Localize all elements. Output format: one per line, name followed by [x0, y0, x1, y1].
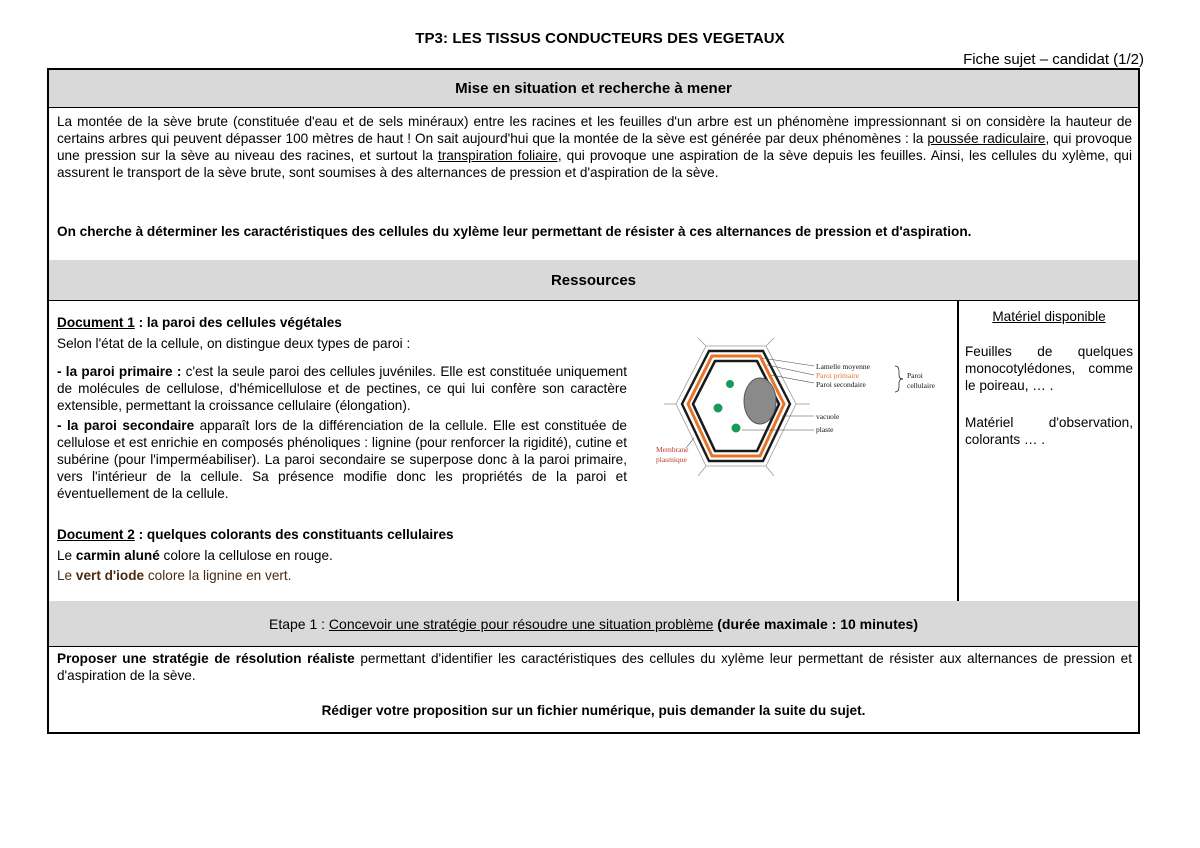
doc1-title: : la paroi des cellules végétales [134, 315, 342, 330]
doc2-line2-text: colore la lignine en vert. [144, 568, 292, 583]
doc2-heading [57, 526, 757, 543]
label-paroi: Paroi [907, 371, 923, 380]
materiel-heading [963, 308, 1135, 325]
doc2-line1-prefix: Le [57, 548, 76, 563]
plaste [726, 380, 734, 388]
doc2-line-carmin [57, 547, 757, 564]
plaste [714, 404, 723, 413]
resources-heading-text: Ressources [550, 272, 637, 289]
etape-instruction: Rédiger votre proposition sur un fichier numérique, puis demander la suite du sujet. [321, 703, 866, 718]
plaste [732, 424, 741, 433]
secondary-wall-term: - la paroi secondaire [57, 418, 195, 433]
situation-text-1: La montée de la sève brute (constituée d'eau et de sels minéraux) entre les racines et les feuilles d'un arbre est un phénomène impressionnant si on considère la hauteur de certains arbres qui peuvent dépasser 100 mètres de haut ! On sait aujourd'hui que la montée de la sève est générée par deux phénomènes : la [57, 114, 1132, 146]
etape-heading [49, 601, 1138, 647]
etape-prefix: Etape 1 : [268, 616, 329, 632]
etape-title: Concevoir une stratégie pour résoudre une situation problème [328, 616, 714, 632]
doc2-label: Document 2 [57, 527, 135, 542]
resources-heading [49, 260, 1138, 301]
secondary-wall-text: apparaît lors de la différenciation de la cellule. Elle est constituée de cellulose et est enrichie en composés phénoliques : lignine (pour renforcer la rigidité), cutine et subérine (pour l'imperméabiliser). La paroi secondaire se superpose donc à la paroi primaire, vers l'intérieur de la cellule. Sa présence modifie donc les propriétés de la paroi et éventuellement de la cellule. [57, 418, 627, 501]
cell-wall-diagram [654, 338, 954, 478]
materiel-item-observation: Matériel d'observation, colorants … . [965, 415, 1133, 447]
label-paroi-secondaire: Paroi secondaire [816, 380, 866, 389]
materiel-heading-text: Matériel disponible [992, 309, 1106, 324]
label-lamelle: Lamelle moyenne [816, 362, 870, 371]
materiel-item-leaves: Feuilles de quelques monocotylédones, comme le poireau, … . [965, 344, 1133, 393]
materiel-column-divider [957, 301, 959, 601]
doc1-primary-wall [57, 363, 627, 414]
situation-paragraph [57, 113, 1132, 181]
research-question: On cherche à déterminer les caractéristiques des cellules du xylème leur permettant de résister à ces alternances de pression et d'aspiration. [57, 224, 972, 239]
doc2-title: : quelques colorants des constituants cellulaires [134, 527, 454, 542]
proposal-text: permettant d'identifier les caractéristiques des cellules du xylème leur permettant de résister aux alternances de pression et d'aspiration de la sève. [57, 651, 1132, 683]
poussee-radiculaire-term: poussée radiculaire [927, 131, 1046, 146]
doc1-intro: Selon l'état de la cellule, on distingue deux types de paroi : [57, 336, 411, 351]
etape-proposal [57, 650, 1132, 684]
situation-heading [49, 70, 1138, 108]
label-plaste: plaste [816, 425, 834, 434]
vert-iode-term: vert d'iode [75, 568, 145, 583]
vacuole [744, 378, 776, 424]
worksheet-table [47, 68, 1140, 734]
label-membrane: Membrane [656, 445, 689, 454]
situation-text-3: qui provoque une aspiration de la sève depuis les feuilles. Ainsi, les cellules du xylème, qui assurent le transport de la sève brute, sont soumises à des alternances de pression et d'aspiration de la sève. [57, 148, 1132, 180]
label-cellulaire: cellulaire [907, 381, 935, 390]
label-plasmique: plasmique [656, 455, 687, 464]
proposal-bold: Proposer une stratégie de résolution réaliste [57, 651, 355, 666]
primary-wall-term: - la paroi primaire : [57, 364, 182, 379]
doc2-line1-text: colore la cellulose en rouge. [159, 548, 333, 563]
situation-heading-text: Mise en situation et recherche à mener [455, 80, 732, 97]
label-paroi-primaire: Paroi primaire [816, 371, 860, 380]
transpiration-foliaire-term: transpiration foliaire, [437, 148, 562, 163]
label-vacuole: vacuole [816, 412, 840, 421]
doc1-heading [57, 314, 657, 331]
situation-text-2: , qui provoque une pression sur la sève au niveau des racines, et surtout la [57, 131, 1133, 163]
doc2-line2-prefix: Le [57, 568, 76, 583]
primary-wall-text: c'est la seule paroi des cellules juvéniles. Elle est constituée uniquement de molécules de cellulose, d'hémicellulose et de pectines, ce qui lui confère son caractère extensible, permettant la croissance cellulaire (élongation). [57, 364, 627, 413]
doc2-line-vert [57, 567, 757, 584]
page-title: TP3: LES TISSUS CONDUCTEURS DES VEGETAUX [415, 30, 785, 47]
doc1-label: Document 1 [57, 315, 135, 330]
carmin-alune-term: carmin aluné [75, 548, 160, 563]
doc1-secondary-wall [57, 417, 627, 502]
page-subtitle: Fiche sujet – candidat (1/2) [963, 51, 1144, 68]
etape-duration: (durée maximale : 10 minutes) [713, 616, 919, 632]
brace [895, 366, 903, 392]
